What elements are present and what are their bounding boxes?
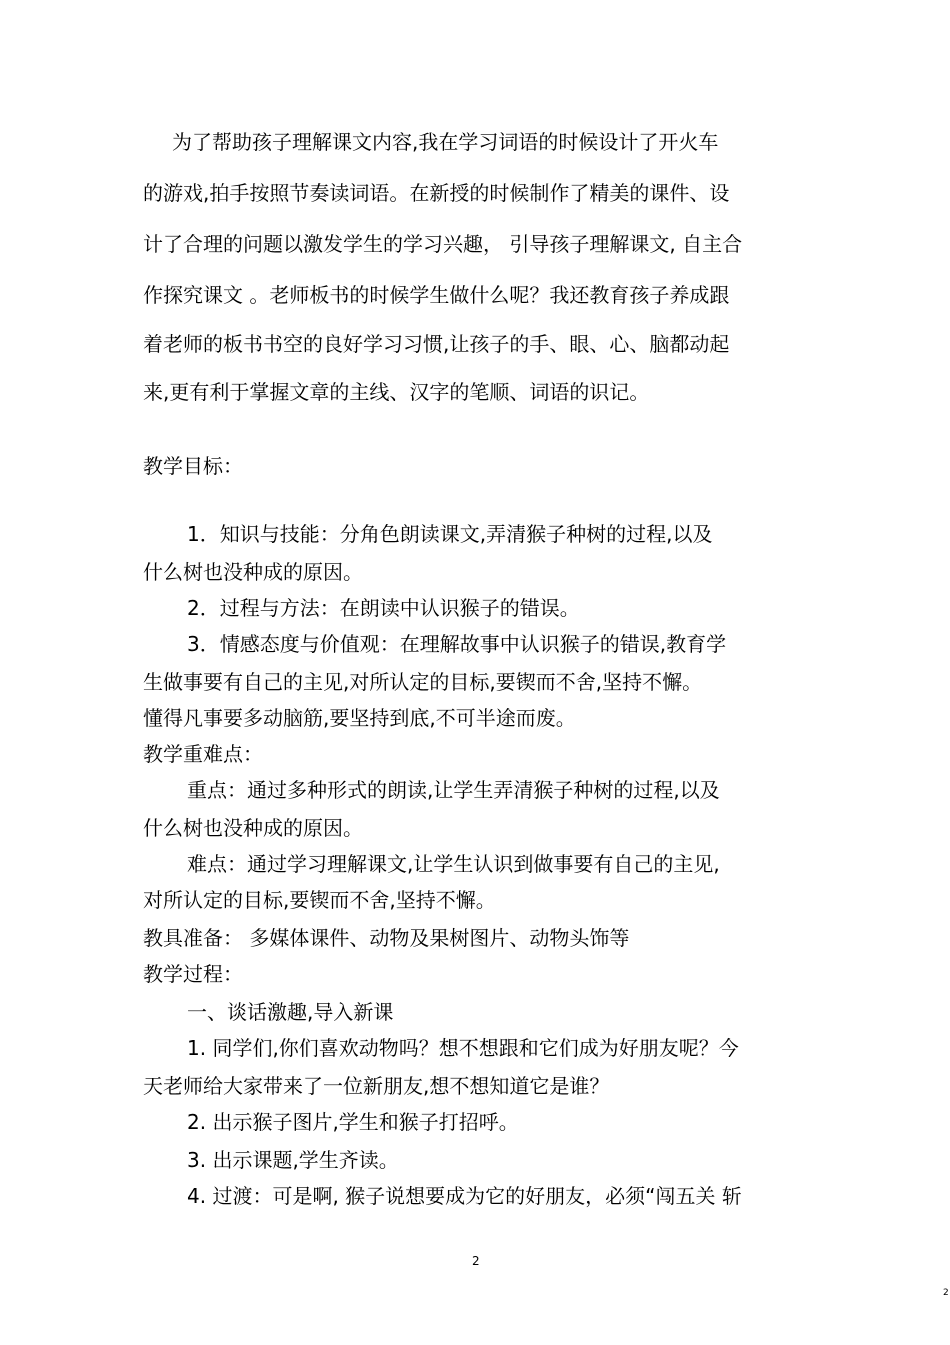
objective-line: 生做事要有自己的主见,对所认定的目标,要锲而不舍,坚持不懈。 <box>143 670 703 694</box>
key-point-line: 重点：通过多种形式的朗读,让学生弄清猴子种树的过程,以及 <box>187 778 720 802</box>
intro-line: 作探究课文 。老师板书的时候学生做什么呢？我还教育孩子养成跟 <box>143 283 730 307</box>
materials-line: 教具准备： 多媒体课件、动物及果树图片、动物头饰等 <box>143 926 630 950</box>
intro-line: 为了帮助孩子理解课文内容,我在学习词语的时候设计了开火车 <box>172 130 719 154</box>
process-line: 一、谈话激趣,导入新课 <box>187 1000 394 1024</box>
intro-line: 来,更有利于掌握文章的主线、汉字的笔顺、词语的识记。 <box>143 380 650 404</box>
objective-line: 3．情感态度与价值观：在理解故事中认识猴子的错误,教育学 <box>187 632 727 656</box>
key-point-line: 什么树也没种成的原因。 <box>143 816 363 840</box>
key-point-line: 对所认定的目标,要锲而不舍,坚持不懈。 <box>143 888 496 912</box>
objective-line: 什么树也没种成的原因。 <box>143 560 363 584</box>
process-line: 天老师给大家带来了一位新朋友,想不想知道它是谁？ <box>143 1074 610 1098</box>
objective-line: 懂得凡事要多动脑筋,要坚持到底,不可半途而废。 <box>143 706 576 730</box>
process-line: 1. 同学们,你们喜欢动物吗？想不想跟和它们成为好朋友呢？今 <box>187 1036 739 1060</box>
intro-line: 计了合理的问题以激发学生的学习兴趣， 引导孩子理解课文, 自主合 <box>143 232 743 256</box>
objective-line: 1．知识与技能：分角色朗读课文,弄清猴子种树的过程,以及 <box>187 522 713 546</box>
process-heading: 教学过程： <box>143 962 243 986</box>
key-point-line: 难点：通过学习理解课文,让学生认识到做事要有自己的主见, <box>187 852 720 876</box>
edge-page-number: 2 <box>943 1288 949 1298</box>
objectives-heading: 教学目标： <box>143 454 243 478</box>
page-number: 2 <box>472 1254 480 1268</box>
intro-line: 着老师的板书书空的良好学习习惯,让孩子的手、眼、心、脑都动起 <box>143 332 730 356</box>
intro-line: 的游戏,拍手按照节奏读词语。在新授的时候制作了精美的课件、设 <box>143 181 730 205</box>
process-line: 3. 出示课题,学生齐读。 <box>187 1148 399 1172</box>
process-line: 4. 过渡：可是啊, 猴子说想要成为它的好朋友，必须“闯五关 斩 <box>187 1184 742 1208</box>
key-points-heading: 教学重难点： <box>143 742 263 766</box>
objective-line: 2．过程与方法：在朗读中认识猴子的错误。 <box>187 596 580 620</box>
process-line: 2. 出示猴子图片,学生和猴子打招呼。 <box>187 1110 519 1134</box>
